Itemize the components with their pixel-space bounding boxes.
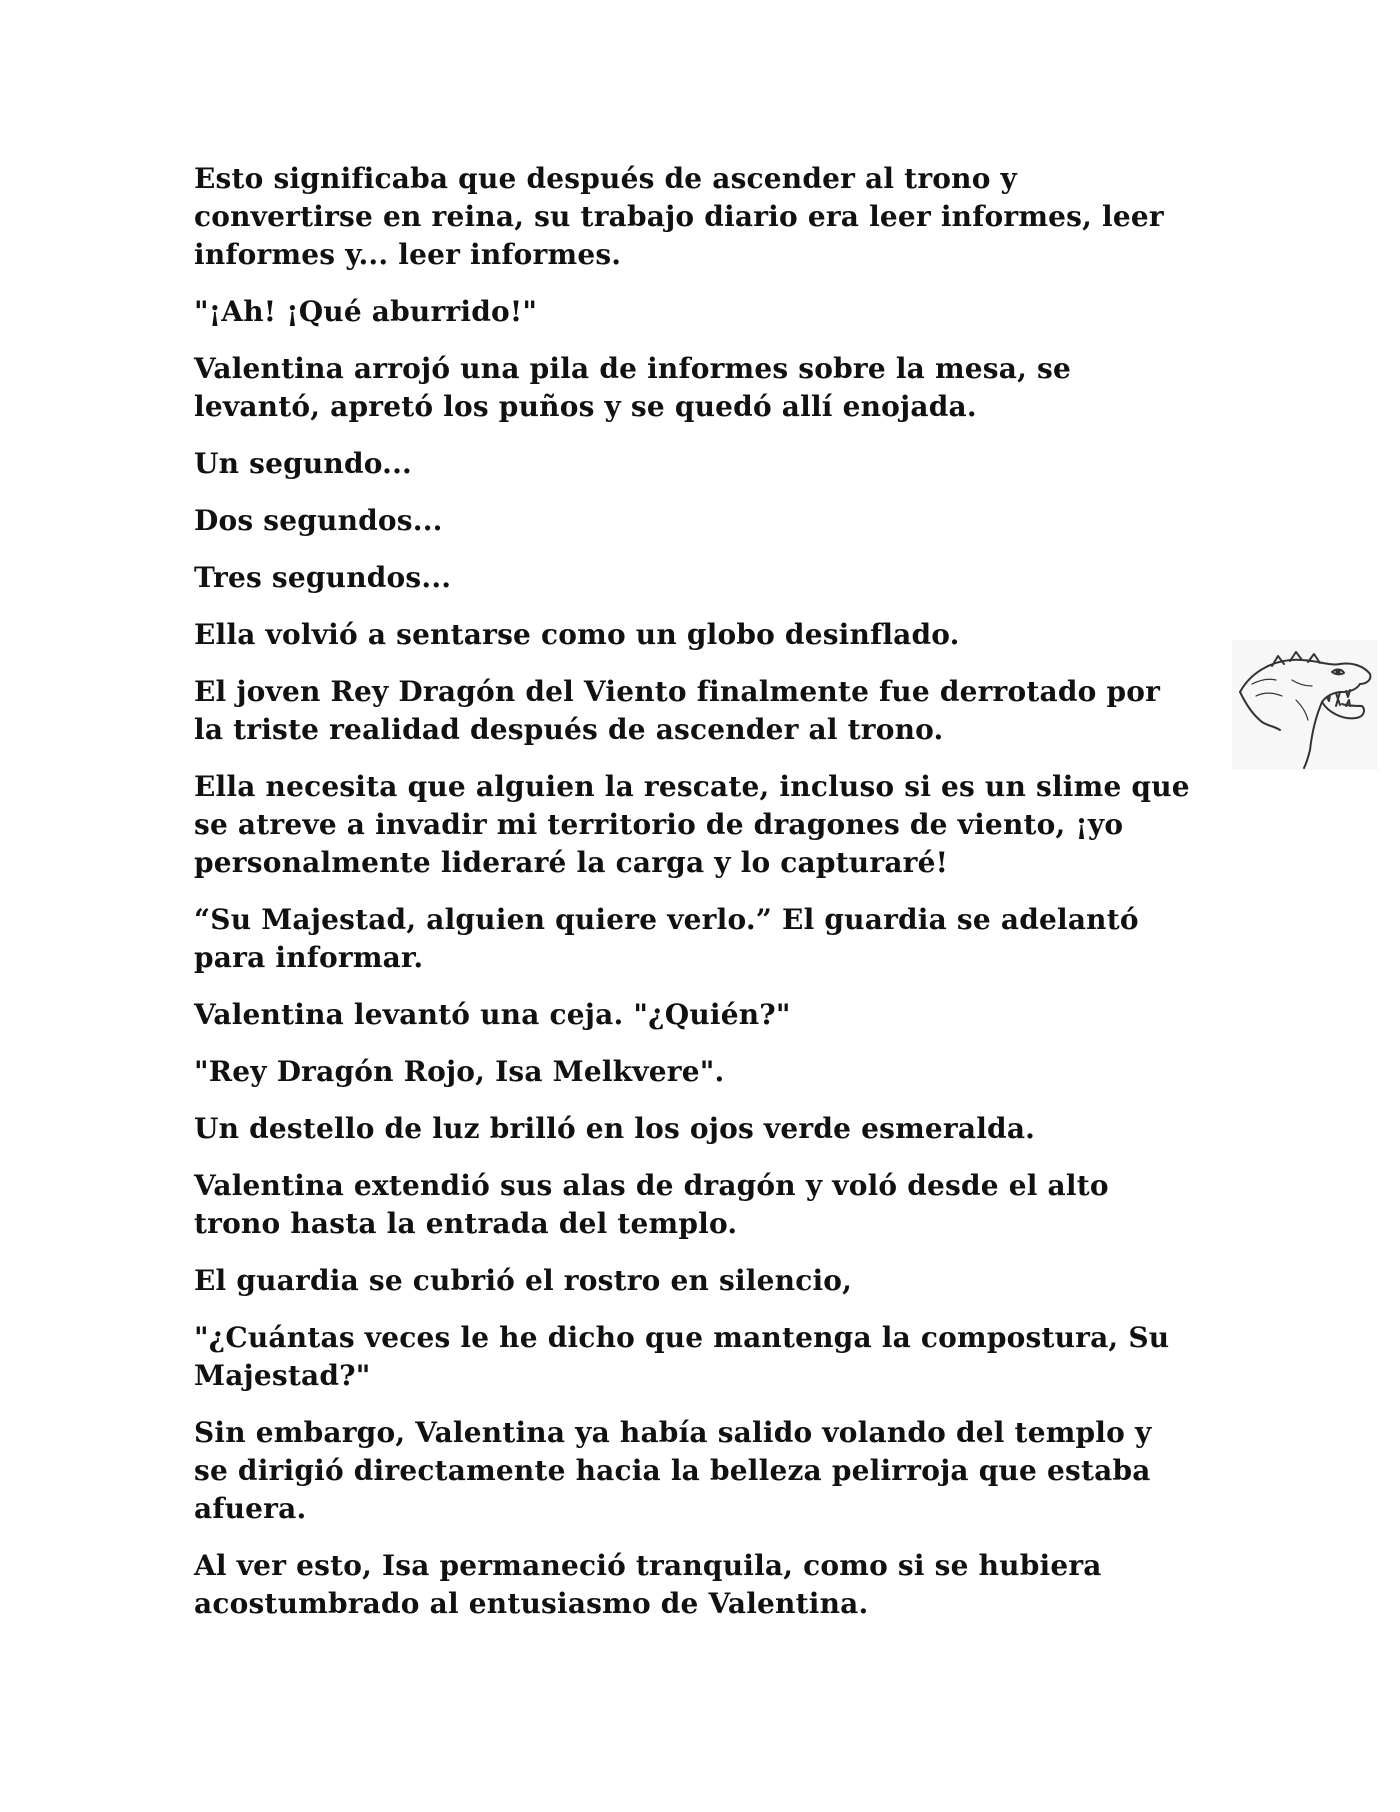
paragraph: Al ver esto, Isa permaneció tranquila, como si se hubiera acostumbrado al entusiasmo de Valentina. (194, 1549, 1102, 1620)
paragraph: Valentina levantó una ceja. "¿Quién?" (194, 998, 791, 1031)
paragraph: Valentina arrojó una pila de informes sobre la mesa, se levantó, apretó los puños y se quedó allí enojada. (194, 352, 1071, 423)
paragraph: Ella volvió a sentarse como un globo desinflado. (194, 618, 960, 651)
paragraph: "¡Ah! ¡Qué aburrido!" (194, 295, 538, 328)
paragraph: Tres segundos... (194, 561, 452, 594)
paragraph: “Su Majestad, alguien quiere verlo.” El guardia se adelantó para informar. (194, 903, 1139, 974)
paragraph: Valentina extendió sus alas de dragón y voló desde el alto trono hasta la entrada del templo. (194, 1169, 1109, 1240)
paragraph: El guardia se cubrió el rostro en silencio, (194, 1264, 853, 1297)
paragraph: Ella necesita que alguien la rescate, incluso si es un slime que se atreve a invadir mi territorio de dragones de viento, ¡yo personalmente lideraré la carga y lo capturaré! (194, 770, 1190, 879)
document-body (194, 160, 1194, 1642)
paragraph: El joven Rey Dragón del Viento finalmente fue derrotado por la triste realidad después de ascender al trono. (194, 675, 1161, 746)
paragraph: "¿Cuántas veces le he dicho que mantenga la compostura, Su Majestad?" (194, 1321, 1170, 1392)
paragraph: "Rey Dragón Rojo, Isa Melkvere". (194, 1055, 725, 1088)
paragraph: Un destello de luz brilló en los ojos verde esmeralda. (194, 1112, 1036, 1145)
dragon-head-icon (1232, 640, 1378, 770)
paragraph: Un segundo... (194, 447, 413, 480)
paragraph: Dos segundos... (194, 504, 443, 537)
paragraph: Sin embargo, Valentina ya había salido volando del templo y se dirigió directamente hacia la belleza pelirroja que estaba afuera. (194, 1416, 1152, 1525)
paragraph: Esto significaba que después de ascender al trono y convertirse en reina, su trabajo diario era leer informes, leer informes y... leer informes. (194, 162, 1164, 271)
